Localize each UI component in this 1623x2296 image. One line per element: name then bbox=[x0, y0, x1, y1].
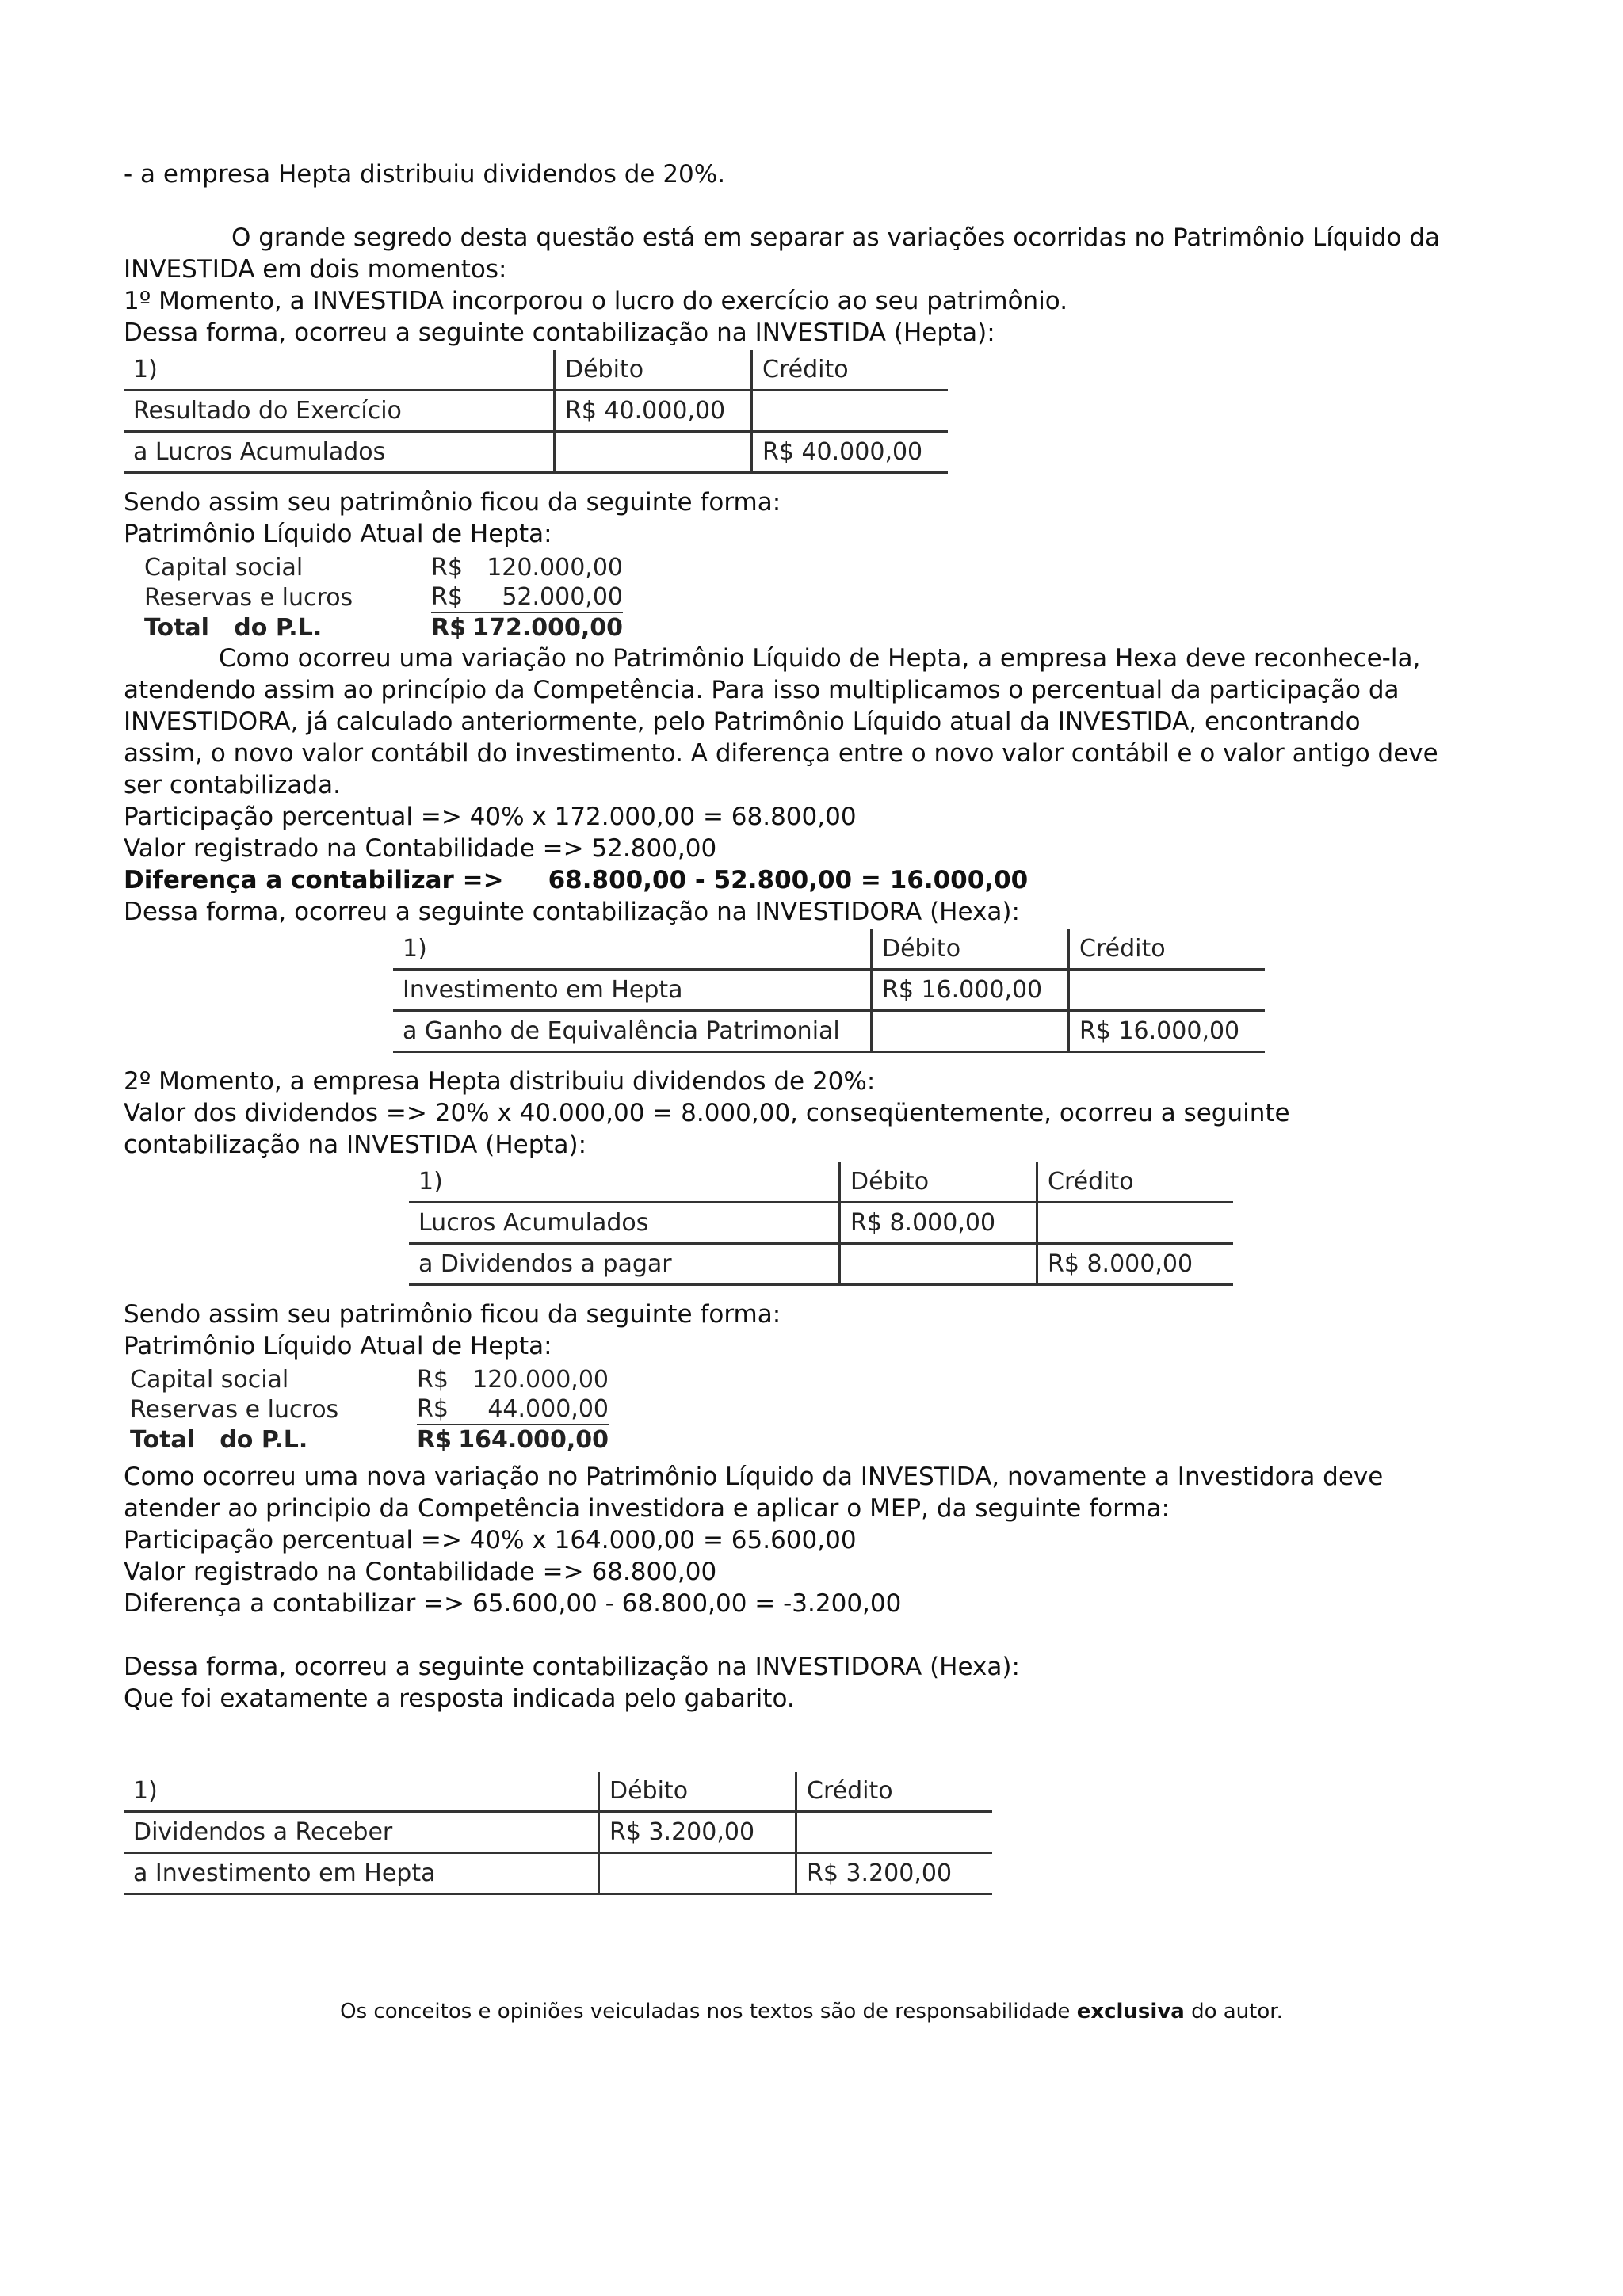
document-body bbox=[124, 158, 1518, 1908]
patrimonio-table-1 bbox=[144, 553, 623, 643]
ledger-debit-value bbox=[555, 432, 752, 473]
ledger-debit-value: R$ 3.200,00 bbox=[599, 1812, 796, 1853]
paragraph-line: 2º Momento, a empresa Hepta distribuiu dividendos de 20%: bbox=[124, 1067, 876, 1096]
ledger-account: a Lucros Acumulados bbox=[124, 432, 555, 473]
ledger-account: Dividendos a Receber bbox=[124, 1812, 599, 1853]
paragraph-line: Como ocorreu uma nova variação no Patrimônio Líquido da INVESTIDA, novamente a Investidora deve bbox=[124, 1463, 1384, 1491]
ledger-account: a Dividendos a pagar bbox=[409, 1244, 840, 1285]
paragraph-line: contabilização na INVESTIDA (Hepta): bbox=[124, 1131, 587, 1159]
paragraph-line: Patrimônio Líquido Atual de Hepta: bbox=[124, 1332, 552, 1360]
paragraph-line: Sendo assim seu patrimônio ficou da seguinte forma: bbox=[124, 488, 781, 517]
pl-total-value: 164.000,00 bbox=[458, 1426, 609, 1454]
ledger-debit-value bbox=[599, 1853, 796, 1894]
pl-total-label: Total do P.L. bbox=[144, 613, 323, 642]
pl-currency: R$ bbox=[431, 614, 466, 642]
ledger-account: Investimento em Hepta bbox=[393, 970, 872, 1011]
ledger-debit-value: R$ 8.000,00 bbox=[840, 1203, 1037, 1244]
ledger-account: a Ganho de Equivalência Patrimonial bbox=[393, 1011, 872, 1052]
paragraph-line: Valor registrado na Contabilidade => 68.800,00 bbox=[124, 1558, 717, 1586]
paragraph-line: Participação percentual => 40% x 172.000,00 = 68.800,00 bbox=[124, 803, 857, 831]
ledger-account: a Investimento em Hepta bbox=[124, 1853, 599, 1894]
paragraph-line: INVESTIDA em dois momentos: bbox=[124, 255, 507, 284]
paragraph-line: Valor registrado na Contabilidade => 52.800,00 bbox=[124, 834, 717, 863]
pl-value: 44.000,00 bbox=[456, 1394, 609, 1425]
debit-header: Débito bbox=[872, 929, 1069, 970]
ledger-table-hepta-2 bbox=[409, 1162, 1233, 1286]
footer-text: do autor. bbox=[1184, 2000, 1283, 2023]
difference-label: Diferença a contabilizar => bbox=[124, 866, 504, 894]
ledger-account: Lucros Acumulados bbox=[409, 1203, 840, 1244]
paragraph-line: - a empresa Hepta distribuiu dividendos de 20%. bbox=[124, 160, 726, 189]
paragraph-line: Valor dos dividendos => 20% x 40.000,00 = 8.000,00, conseqüentemente, ocorreu a seguinte bbox=[124, 1099, 1290, 1127]
ledger-account: Resultado do Exercício bbox=[124, 391, 555, 432]
paragraph-line: atender ao principio da Competência investidora e aplicar o MEP, da seguinte forma: bbox=[124, 1494, 1170, 1523]
debit-header: Débito bbox=[599, 1772, 796, 1812]
pl-label: Capital social bbox=[130, 1366, 289, 1394]
paragraph-line: Patrimônio Líquido Atual de Hepta: bbox=[124, 520, 552, 548]
ledger-credit-value bbox=[752, 391, 949, 432]
paragraph-line: Participação percentual => 40% x 164.000,00 = 65.600,00 bbox=[124, 1526, 857, 1554]
pl-value: 120.000,00 bbox=[487, 554, 623, 582]
ledger-credit-value: R$ 8.000,00 bbox=[1037, 1244, 1234, 1285]
ledger-number: 1) bbox=[124, 350, 555, 391]
pl-label: Capital social bbox=[144, 554, 304, 582]
credit-header: Crédito bbox=[1069, 929, 1266, 970]
pl-total-label: Total do P.L. bbox=[130, 1425, 308, 1454]
debit-header: Débito bbox=[555, 350, 752, 391]
ledger-number: 1) bbox=[124, 1772, 599, 1812]
ledger-table-hepta-1 bbox=[124, 350, 948, 474]
ledger-credit-value: R$ 16.000,00 bbox=[1069, 1011, 1266, 1052]
pl-value: 120.000,00 bbox=[472, 1366, 609, 1394]
pl-currency: R$ bbox=[431, 582, 471, 612]
paragraph-line: O grande segredo desta questão está em separar as variações ocorridas no Patrimônio Líquido da bbox=[231, 223, 1440, 252]
pl-currency: R$ bbox=[431, 554, 463, 582]
footer-disclaimer bbox=[0, 2000, 1623, 2023]
paragraph-line: assim, o novo valor contábil do investimento. A diferença entre o novo valor contábil e o valor antigo deve bbox=[124, 739, 1438, 768]
paragraph-line: Sendo assim seu patrimônio ficou da seguinte forma: bbox=[124, 1300, 781, 1329]
credit-header: Crédito bbox=[1037, 1162, 1234, 1203]
footer-text: Os conceitos e opiniões veiculadas nos textos são de responsabilidade bbox=[340, 2000, 1077, 2023]
debit-header: Débito bbox=[840, 1162, 1037, 1203]
ledger-table-hexa-2 bbox=[124, 1772, 992, 1895]
ledger-credit-value bbox=[796, 1812, 993, 1853]
ledger-number: 1) bbox=[393, 929, 872, 970]
paragraph-line: Que foi exatamente a resposta indicada pelo gabarito. bbox=[124, 1684, 795, 1713]
ledger-number: 1) bbox=[409, 1162, 840, 1203]
paragraph-line: 1º Momento, a INVESTIDA incorporou o lucro do exercício ao seu patrimônio. bbox=[124, 287, 1068, 315]
pl-currency: R$ bbox=[417, 1426, 452, 1454]
ledger-credit-value: R$ 40.000,00 bbox=[752, 432, 949, 473]
difference-line bbox=[124, 864, 1518, 896]
paragraph-line: Diferença a contabilizar => 65.600,00 - 68.800,00 = -3.200,00 bbox=[124, 1589, 902, 1618]
pl-total-value: 172.000,00 bbox=[472, 614, 623, 642]
paragraph-line: Dessa forma, ocorreu a seguinte contabilização na INVESTIDA (Hepta): bbox=[124, 318, 995, 347]
ledger-debit-value: R$ 40.000,00 bbox=[555, 391, 752, 432]
ledger-table-hexa-1 bbox=[393, 929, 1265, 1053]
credit-header: Crédito bbox=[752, 350, 949, 391]
paragraph-line: Dessa forma, ocorreu a seguinte contabilização na INVESTIDORA (Hexa): bbox=[124, 898, 1020, 926]
paragraph-line: ser contabilizada. bbox=[124, 771, 341, 799]
pl-value: 52.000,00 bbox=[471, 582, 623, 612]
ledger-credit-value bbox=[1069, 970, 1266, 1011]
footer-emphasis: exclusiva bbox=[1076, 2000, 1185, 2023]
ledger-credit-value bbox=[1037, 1203, 1234, 1244]
pl-label: Reservas e lucros bbox=[144, 583, 353, 612]
difference-calc: 68.800,00 - 52.800,00 = 16.000,00 bbox=[548, 866, 1029, 894]
patrimonio-table-2 bbox=[130, 1365, 609, 1455]
ledger-debit-value: R$ 16.000,00 bbox=[872, 970, 1069, 1011]
pl-currency: R$ bbox=[417, 1366, 449, 1394]
ledger-credit-value: R$ 3.200,00 bbox=[796, 1853, 993, 1894]
paragraph-line: Como ocorreu uma variação no Patrimônio Líquido de Hepta, a empresa Hexa deve reconhece-la, bbox=[219, 644, 1421, 673]
pl-label: Reservas e lucros bbox=[130, 1395, 339, 1424]
pl-currency: R$ bbox=[417, 1394, 456, 1425]
ledger-debit-value bbox=[840, 1244, 1037, 1285]
paragraph-line: INVESTIDORA, já calculado anteriormente, pelo Patrimônio Líquido atual da INVESTIDA, encontrando bbox=[124, 707, 1361, 736]
paragraph-line: Dessa forma, ocorreu a seguinte contabilização na INVESTIDORA (Hexa): bbox=[124, 1653, 1020, 1681]
ledger-debit-value bbox=[872, 1011, 1069, 1052]
paragraph-line: atendendo assim ao princípio da Competência. Para isso multiplicamos o percentual da participação da bbox=[124, 676, 1400, 704]
credit-header: Crédito bbox=[796, 1772, 993, 1812]
